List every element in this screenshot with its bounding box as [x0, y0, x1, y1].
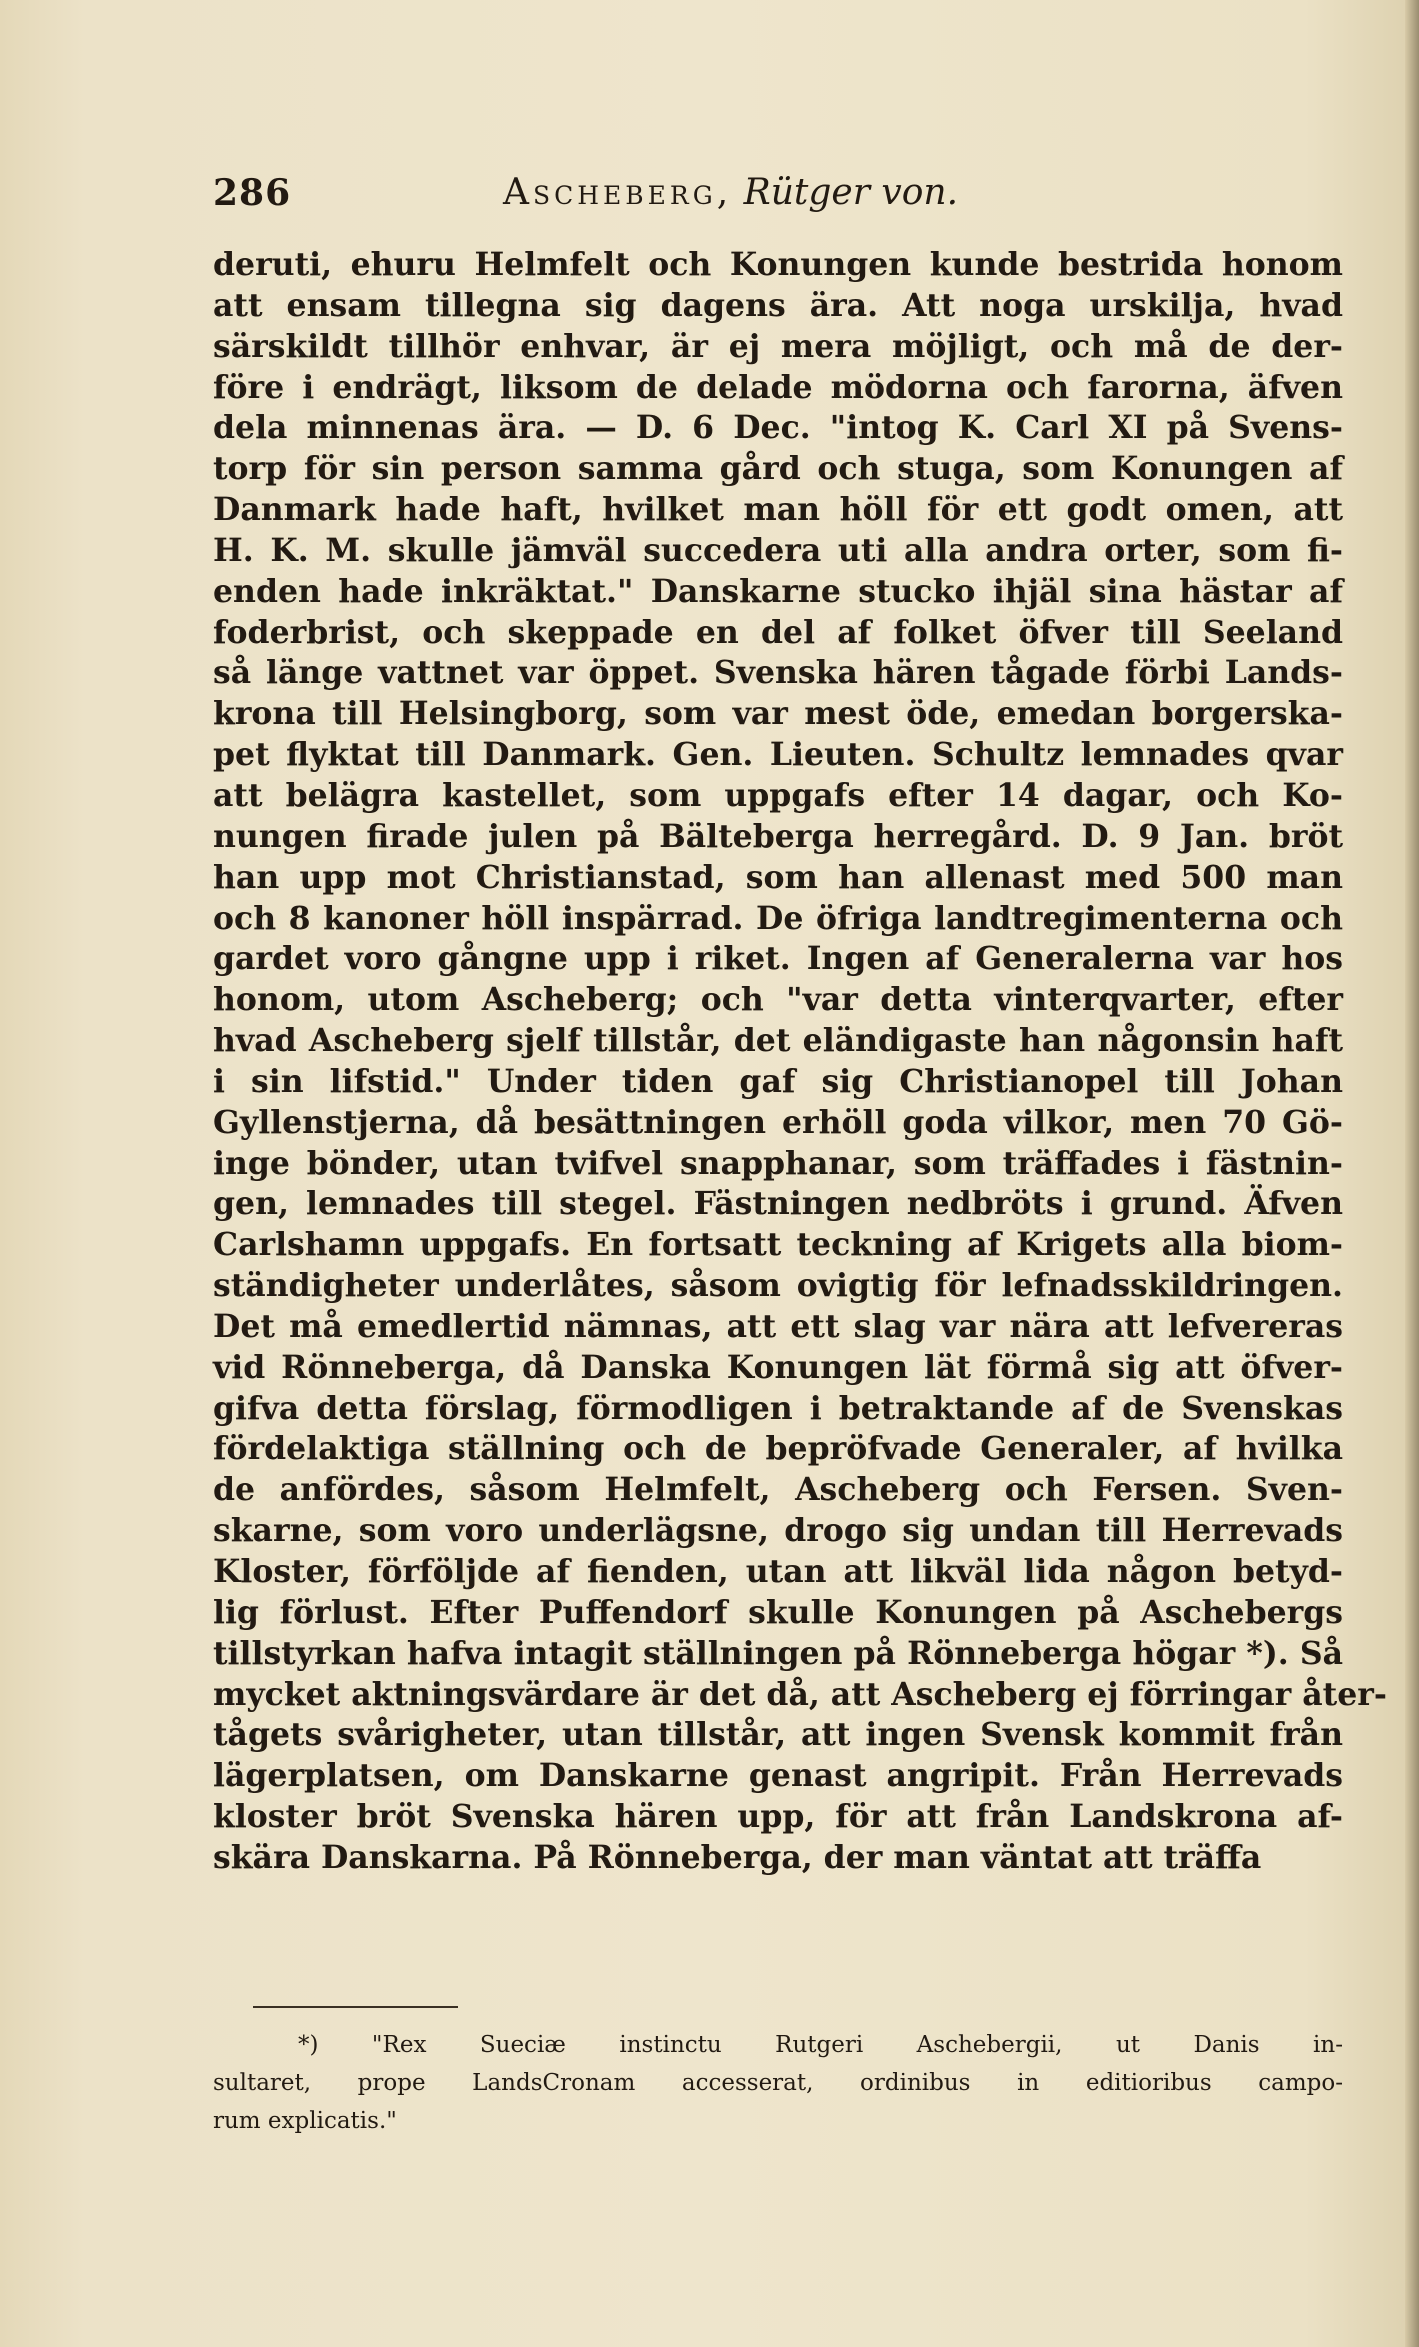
text-line: nungen firade julen på Bälteberga herregård. D. 9 Jan. bröt [213, 817, 1343, 855]
text-line: Kloster, förföljde af fienden, utan att likväl lida någon betyd- [213, 1553, 1343, 1590]
text-line: enden hade inkräktat." Danskarne stucko ihjäl sina hästar af [213, 572, 1343, 610]
text-line: före i endrägt, liksom de delade mödorna och farorna, äfven [213, 368, 1343, 406]
text-line: inge bönder, utan tvifvel snapphanar, som träffades i fästnin- [213, 1144, 1343, 1182]
text-line: foderbrist, och skeppade en del af folket öfver till Seeland [213, 613, 1343, 651]
page-gutter-shadow [1405, 0, 1419, 2347]
running-head-given-name: Rütger von. [743, 172, 959, 213]
text-line: att belägra kastellet, som uppgafs efter 14 dagar, och Ko- [213, 776, 1343, 814]
text-line: gen, lemnades till stegel. Fästningen nedbröts i grund. Äfven [213, 1185, 1343, 1223]
text-line: Det må emedlertid nämnas, att ett slag var nära att lefvereras [213, 1307, 1343, 1345]
footnote-rule [253, 2006, 458, 2008]
text-line: lägerplatsen, om Danskarne genast angripit. Från Herrevads [213, 1757, 1343, 1795]
text-line: tågets svårigheter, utan tillstår, att ingen Svensk kommit från [213, 1716, 1343, 1754]
text-line: vid Rönneberga, då Danska Konungen lät förmå sig att öfver- [213, 1348, 1343, 1386]
text-line: krona till Helsingborg, som var mest öde, emedan borgerska- [213, 695, 1343, 733]
text-line: kloster bröt Svenska hären upp, för att från Landskrona af- [213, 1798, 1343, 1836]
running-header [213, 172, 1343, 232]
text-line: torp för sin person samma gård och stuga, som Konungen af [213, 450, 1343, 488]
text-line: H. K. M. skulle jämväl succedera uti alla andra orter, som fi- [213, 531, 1343, 569]
text-line: dela minnenas ära. — D. 6 Dec. "intog K. Carl XI på Svens- [213, 409, 1343, 447]
footnote-line: *) "Rex Sueciæ instinctu Rutgeri Aschebergii, ut Danis in- [298, 2032, 1343, 2058]
text-line: hvad Ascheberg sjelf tillstår, det eländigaste han någonsin haft [213, 1022, 1343, 1060]
body-text [213, 246, 1387, 1883]
text-line: mycket aktningsvärdare är det då, att Ascheberg ej förringar åter- [213, 1675, 1387, 1713]
text-line: Carlshamn uppgafs. En fortsatt teckning af Krigets alla biom- [213, 1226, 1343, 1264]
footnote-line: sultaret, prope LandsCronam accesserat, ordinibus in editioribus campo- [213, 2070, 1343, 2096]
text-line: och 8 kanoner höll inspärrad. De öfriga landtregimenterna och [213, 899, 1343, 937]
text-line: Gyllenstjerna, då besättningen erhöll goda vilkor, men 70 Gö- [213, 1103, 1343, 1141]
text-line: pet flyktat till Danmark. Gen. Lieuten. Schultz lemnades qvar [213, 736, 1343, 774]
running-head-surname: Ascheberg, [503, 172, 733, 213]
page-number: 286 [213, 172, 292, 214]
text-line: deruti, ehuru Helmfelt och Konungen kunde bestrida honom [213, 246, 1343, 283]
text-line: honom, utom Ascheberg; och "var detta vinterqvarter, efter [213, 981, 1343, 1019]
text-line: att ensam tillegna sig dagens ära. Att noga urskilja, hvad [213, 286, 1343, 324]
text-line: tillstyrkan hafva intagit ställningen på Rönneberga högar *). Så [213, 1634, 1343, 1672]
text-line: lig förlust. Efter Puffendorf skulle Konungen på Aschebergs [213, 1593, 1343, 1631]
text-line: han upp mot Christianstad, som han allenast med 500 man [213, 858, 1343, 896]
text-line: särskildt tillhör enhvar, är ej mera möjligt, och må de der- [213, 327, 1343, 365]
text-line: gifva detta förslag, förmodligen i betraktande af de Svenskas [213, 1389, 1343, 1427]
footnote-line: rum explicatis." [213, 2108, 397, 2134]
text-line: gardet voro gångne upp i riket. Ingen af Generalerna var hos [213, 940, 1343, 978]
footnote [213, 2026, 1343, 2140]
text-line: skära Danskarna. På Rönneberga, der man väntat att träffa [213, 1838, 1262, 1876]
text-line: Danmark hade haft, hvilket man höll för ett godt omen, att [213, 491, 1343, 529]
text-line: så länge vattnet var öppet. Svenska hären tågade förbi Lands- [213, 654, 1343, 692]
text-line: skarne, som voro underlägsne, drogo sig undan till Herrevads [213, 1512, 1343, 1550]
text-line: i sin lifstid." Under tiden gaf sig Christianopel till Johan [213, 1062, 1343, 1100]
text-line: de anfördes, såsom Helmfelt, Ascheberg och Fersen. Sven- [213, 1471, 1343, 1509]
text-line: ständigheter underlåtes, såsom ovigtig för lefnadsskildringen. [213, 1267, 1343, 1305]
running-head-title [503, 172, 958, 213]
text-line: fördelaktiga ställning och de bepröfvade Generaler, af hvilka [213, 1430, 1343, 1468]
